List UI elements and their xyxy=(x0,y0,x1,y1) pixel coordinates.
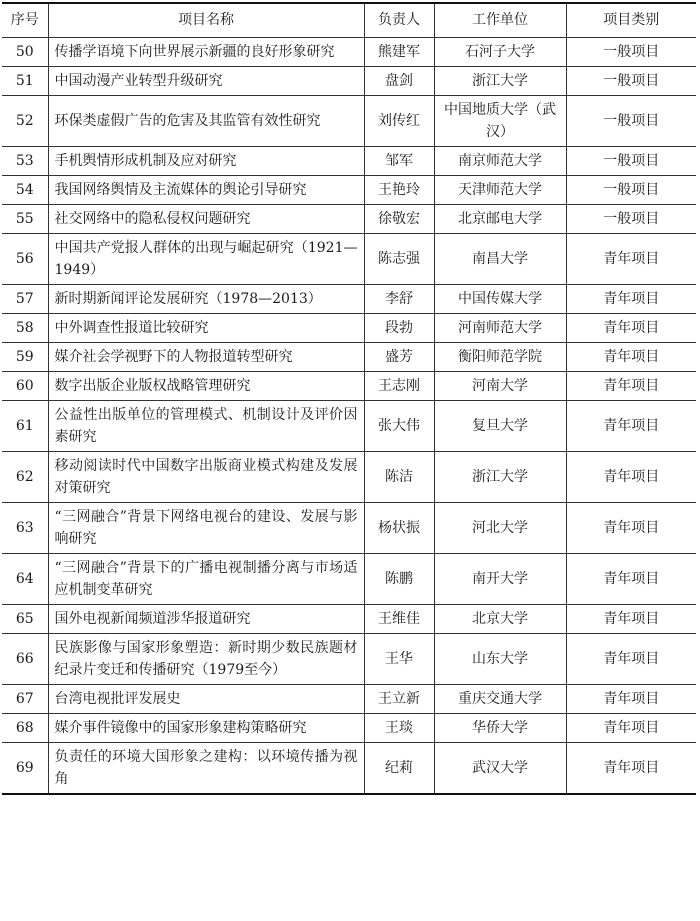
table-row xyxy=(2,95,696,146)
cell-unit: 重庆交通大学 xyxy=(434,684,566,713)
table-row xyxy=(2,204,696,233)
cell-no: 51 xyxy=(2,66,48,95)
cell-no: 52 xyxy=(2,95,48,146)
cell-type: 青年项目 xyxy=(566,313,696,342)
cell-type: 青年项目 xyxy=(566,284,696,313)
cell-project-name: 媒介社会学视野下的人物报道转型研究 xyxy=(48,342,364,371)
header-row xyxy=(2,3,696,37)
table-row xyxy=(2,553,696,604)
cell-leader: 邹军 xyxy=(364,146,434,175)
cell-leader: 陈鹏 xyxy=(364,553,434,604)
table-row xyxy=(2,342,696,371)
cell-project-name: 新时期新闻评论发展研究（1978—2013） xyxy=(48,284,364,313)
cell-no: 59 xyxy=(2,342,48,371)
table-row xyxy=(2,146,696,175)
cell-leader: 纪莉 xyxy=(364,742,434,794)
table-body xyxy=(2,37,696,794)
cell-unit: 中国地质大学（武汉） xyxy=(434,95,566,146)
cell-unit: 南昌大学 xyxy=(434,233,566,284)
cell-type: 青年项目 xyxy=(566,633,696,684)
cell-no: 60 xyxy=(2,371,48,400)
table-row xyxy=(2,400,696,451)
table-row xyxy=(2,371,696,400)
cell-project-name: 台湾电视批评发展史 xyxy=(48,684,364,713)
cell-unit: 浙江大学 xyxy=(434,451,566,502)
cell-type: 青年项目 xyxy=(566,342,696,371)
cell-type: 青年项目 xyxy=(566,451,696,502)
table-row xyxy=(2,742,696,794)
cell-type: 一般项目 xyxy=(566,66,696,95)
cell-no: 57 xyxy=(2,284,48,313)
cell-no: 56 xyxy=(2,233,48,284)
cell-leader: 刘传红 xyxy=(364,95,434,146)
cell-unit: 石河子大学 xyxy=(434,37,566,66)
cell-type: 青年项目 xyxy=(566,371,696,400)
cell-project-name: 负责任的环境大国形象之建构：以环境传播为视角 xyxy=(48,742,364,794)
cell-type: 青年项目 xyxy=(566,553,696,604)
table-row xyxy=(2,233,696,284)
cell-leader: 王艳玲 xyxy=(364,175,434,204)
cell-leader: 陈志强 xyxy=(364,233,434,284)
cell-unit: 华侨大学 xyxy=(434,713,566,742)
cell-type: 青年项目 xyxy=(566,502,696,553)
cell-type: 一般项目 xyxy=(566,95,696,146)
cell-unit: 武汉大学 xyxy=(434,742,566,794)
cell-unit: 南开大学 xyxy=(434,553,566,604)
table-row xyxy=(2,451,696,502)
table-row xyxy=(2,313,696,342)
cell-unit: 山东大学 xyxy=(434,633,566,684)
cell-unit: 河南师范大学 xyxy=(434,313,566,342)
cell-project-name: 公益性出版单位的管理模式、机制设计及评价因素研究 xyxy=(48,400,364,451)
cell-leader: 陈洁 xyxy=(364,451,434,502)
cell-leader: 王立新 xyxy=(364,684,434,713)
cell-leader: 张大伟 xyxy=(364,400,434,451)
table-row xyxy=(2,284,696,313)
cell-project-name: 媒介事件镜像中的国家形象建构策略研究 xyxy=(48,713,364,742)
cell-unit: 河南大学 xyxy=(434,371,566,400)
header-lead: 负责人 xyxy=(364,3,434,37)
cell-project-name: 移动阅读时代中国数字出版商业模式构建及发展对策研究 xyxy=(48,451,364,502)
cell-no: 55 xyxy=(2,204,48,233)
cell-no: 66 xyxy=(2,633,48,684)
cell-leader: 王琰 xyxy=(364,713,434,742)
cell-type: 一般项目 xyxy=(566,37,696,66)
cell-unit: 浙江大学 xyxy=(434,66,566,95)
header-no: 序号 xyxy=(2,3,48,37)
cell-leader: 熊建军 xyxy=(364,37,434,66)
cell-unit: 北京大学 xyxy=(434,604,566,633)
cell-leader: 杨状振 xyxy=(364,502,434,553)
cell-project-name: “三网融合”背景下网络电视台的建设、发展与影响研究 xyxy=(48,502,364,553)
project-table xyxy=(2,2,696,795)
cell-no: 62 xyxy=(2,451,48,502)
cell-type: 青年项目 xyxy=(566,684,696,713)
cell-no: 61 xyxy=(2,400,48,451)
header-type: 项目类别 xyxy=(566,3,696,37)
cell-unit: 北京邮电大学 xyxy=(434,204,566,233)
table-row xyxy=(2,713,696,742)
cell-leader: 王志刚 xyxy=(364,371,434,400)
cell-project-name: 国外电视新闻频道涉华报道研究 xyxy=(48,604,364,633)
cell-type: 一般项目 xyxy=(566,175,696,204)
cell-no: 69 xyxy=(2,742,48,794)
table-row xyxy=(2,66,696,95)
cell-no: 68 xyxy=(2,713,48,742)
cell-type: 一般项目 xyxy=(566,204,696,233)
cell-project-name: 环保类虚假广告的危害及其监管有效性研究 xyxy=(48,95,364,146)
cell-project-name: 传播学语境下向世界展示新疆的良好形象研究 xyxy=(48,37,364,66)
header-name: 项目名称 xyxy=(48,3,364,37)
cell-no: 67 xyxy=(2,684,48,713)
cell-no: 53 xyxy=(2,146,48,175)
table-row xyxy=(2,175,696,204)
cell-no: 64 xyxy=(2,553,48,604)
cell-project-name: 中国动漫产业转型升级研究 xyxy=(48,66,364,95)
cell-project-name: 数字出版企业版权战略管理研究 xyxy=(48,371,364,400)
cell-unit: 衡阳师范学院 xyxy=(434,342,566,371)
cell-unit: 河北大学 xyxy=(434,502,566,553)
cell-unit: 南京师范大学 xyxy=(434,146,566,175)
cell-leader: 李舒 xyxy=(364,284,434,313)
table-row xyxy=(2,604,696,633)
cell-project-name: 中外调查性报道比较研究 xyxy=(48,313,364,342)
cell-project-name: “三网融合”背景下的广播电视制播分离与市场适应机制变革研究 xyxy=(48,553,364,604)
cell-leader: 盛芳 xyxy=(364,342,434,371)
table-row xyxy=(2,37,696,66)
cell-project-name: 社交网络中的隐私侵权问题研究 xyxy=(48,204,364,233)
cell-project-name: 我国网络舆情及主流媒体的舆论引导研究 xyxy=(48,175,364,204)
cell-no: 65 xyxy=(2,604,48,633)
cell-no: 63 xyxy=(2,502,48,553)
cell-type: 青年项目 xyxy=(566,742,696,794)
cell-no: 50 xyxy=(15,43,34,60)
cell-no: 54 xyxy=(2,175,48,204)
table-row xyxy=(2,502,696,553)
cell-unit: 中国传媒大学 xyxy=(434,284,566,313)
cell-unit: 复旦大学 xyxy=(434,400,566,451)
cell-leader: 盘剑 xyxy=(364,66,434,95)
cell-leader: 王华 xyxy=(364,633,434,684)
cell-type: 青年项目 xyxy=(566,233,696,284)
cell-no: 58 xyxy=(2,313,48,342)
cell-type: 青年项目 xyxy=(566,400,696,451)
cell-type: 青年项目 xyxy=(566,713,696,742)
cell-leader: 段勃 xyxy=(364,313,434,342)
table-row xyxy=(2,684,696,713)
table-row xyxy=(2,633,696,684)
cell-project-name: 中国共产党报人群体的出现与崛起研究（1921—1949） xyxy=(48,233,364,284)
cell-leader: 徐敬宏 xyxy=(364,204,434,233)
cell-type: 一般项目 xyxy=(566,146,696,175)
cell-unit: 天津师范大学 xyxy=(434,175,566,204)
cell-project-name: 手机舆情形成机制及应对研究 xyxy=(48,146,364,175)
cell-leader: 王维佳 xyxy=(364,604,434,633)
cell-type: 青年项目 xyxy=(566,604,696,633)
table-header xyxy=(2,3,696,37)
header-unit: 工作单位 xyxy=(434,3,566,37)
cell-project-name: 民族影像与国家形象塑造：新时期少数民族题材纪录片变迁和传播研究（1979至今） xyxy=(48,633,364,684)
